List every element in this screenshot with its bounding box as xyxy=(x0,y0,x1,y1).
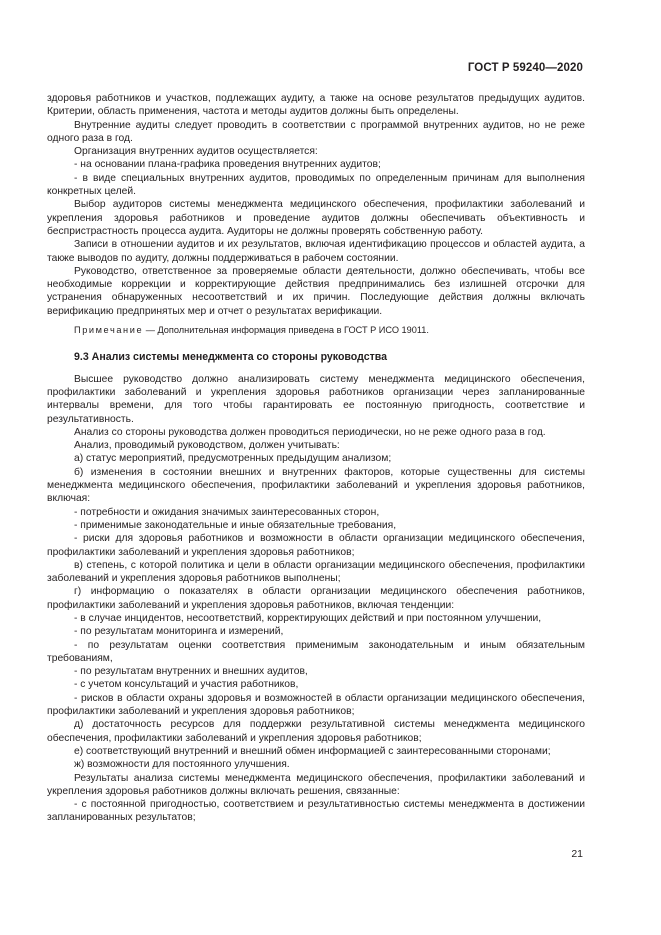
paragraph: - с постоянной пригодностью, соответствием и результативностью системы менеджмента в достижении запланированных результатов; xyxy=(47,799,585,824)
paragraph: Анализ со стороны руководства должен проводиться периодически, но не реже одного раза в год. xyxy=(74,426,546,438)
paragraph: - риски для здоровья работников и возможности в области организации медицинского обеспечения, профилактики заболеваний и укрепления здоровья работников; xyxy=(47,533,585,558)
paragraph: ж) возможности для постоянного улучшения. xyxy=(74,759,290,771)
paragraph: здоровья работников и участков, подлежащих аудиту, а также на основе результатов предыдущих аудитов. Критерии, область применения, частота и методы аудитов должны быть определены. xyxy=(47,93,585,118)
paragraphs-before-section xyxy=(47,92,585,318)
paragraph: г) информацию о показателях в области организации медицинского обеспечения работников, профилактики заболеваний и укрепления здоровья работников, включая тенденции: xyxy=(47,586,585,611)
paragraph: - с учетом консультаций и участия работников, xyxy=(74,679,299,691)
paragraph: Анализ, проводимый руководством, должен учитывать: xyxy=(74,440,340,452)
paragraph: Выбор аудиторов системы менеджмента медицинского обеспечения, профилактики заболеваний и укрепления здоровья работников и проведение аудитов должны обеспечивать объективность и беспристрастность процесса аудита. Аудиторы не должны проверять собственную работу. xyxy=(47,199,585,237)
paragraph: - потребности и ожидания значимых заинтересованных сторон, xyxy=(74,506,380,518)
paragraph: а) статус мероприятий, предусмотренных предыдущим анализом; xyxy=(74,453,392,465)
paragraph: - на основании плана-графика проведения внутренних аудитов; xyxy=(74,159,381,171)
paragraph: д) достаточность ресурсов для поддержки результативной системы менеджмента медицинского обеспечения, профилактики заболеваний и укрепления здоровья работников; xyxy=(47,719,585,744)
paragraph: Высшее руководство должно анализировать систему менеджмента медицинского обеспечения, профилактики заболеваний и укрепления здоровья работников организации через запланированные интервалы времени, для того чтобы гарантировать ее постоянную пригодность, соответствие и результативность. xyxy=(47,373,585,425)
document-standard-header: ГОСТ Р 59240—2020 xyxy=(467,62,583,74)
paragraph: Внутренние аудиты следует проводить в соответствии с программой внутренних аудитов, но не реже одного раза в год. xyxy=(47,119,585,144)
paragraph: Организация внутренних аудитов осуществляется: xyxy=(74,146,318,158)
paragraph: - по результатам мониторинга и измерений, xyxy=(74,626,284,638)
paragraph: - по результатам оценки соответствия применимым законодательным и иным обязательным требованиям, xyxy=(47,639,585,664)
paragraph: - по результатам внутренних и внешних аудитов, xyxy=(74,666,308,678)
paragraph: - в виде специальных внутренних аудитов, проводимых по определенным причинам для выполнения конкретных целей. xyxy=(47,172,585,198)
paragraph: - применимые законодательные и иные обязательные требования, xyxy=(74,519,397,531)
paragraph: б) изменения в состоянии внешних и внутренних факторов, которые существенны для системы менеджмента медицинского обеспечения, профилактики заболеваний и укрепления здоровья работников, включая: xyxy=(47,466,585,505)
note-paragraph xyxy=(47,324,585,337)
paragraph: в) степень, с которой политика и цели в области организации медицинского обеспечения, профилактики заболеваний и укрепления здоровья работников выполнены; xyxy=(47,559,585,585)
paragraph: Записи в отношении аудитов и их результатов, включая идентификацию процессов и областей аудита, а также выводов по аудиту, должны поддерживаться в рабочем состоянии. xyxy=(47,239,585,264)
note-text: — Дополнительная информация приведена в ГОСТ Р ИСО 19011. xyxy=(143,325,429,336)
paragraph: - в случае инцидентов, несоответствий, корректирующих действий и при постоянном улучшении, xyxy=(74,612,542,624)
note-label: Примечание xyxy=(74,325,144,336)
paragraph: - рисков в области охраны здоровья и возможностей в области организации медицинского обеспечения, профилактики заболеваний и укрепления здоровья работников; xyxy=(47,692,585,718)
paragraph: е) соответствующий внутренний и внешний обмен информацией с заинтересованными сторонами; xyxy=(74,745,551,757)
page-number: 21 xyxy=(571,848,583,860)
paragraphs-after-section xyxy=(47,373,585,825)
section-heading: 9.3 Анализ системы менеджмента со стороны руководства xyxy=(74,351,388,364)
paragraph: Результаты анализа системы менеджмента медицинского обеспечения, профилактики заболеваний и укрепления здоровья работников должны включать решения, связанные: xyxy=(47,772,585,797)
paragraph: Руководство, ответственное за проверяемые области деятельности, должно обеспечивать, чтобы все необходимые коррекции и корректирующие действия предпринимались без излишней отсрочки для устранения обнаруженных несоответствий и их причин. Последующие действия должны включать верификацию предпринятых мер и отчет о результатах верификации. xyxy=(47,265,585,317)
document-body xyxy=(47,92,585,825)
